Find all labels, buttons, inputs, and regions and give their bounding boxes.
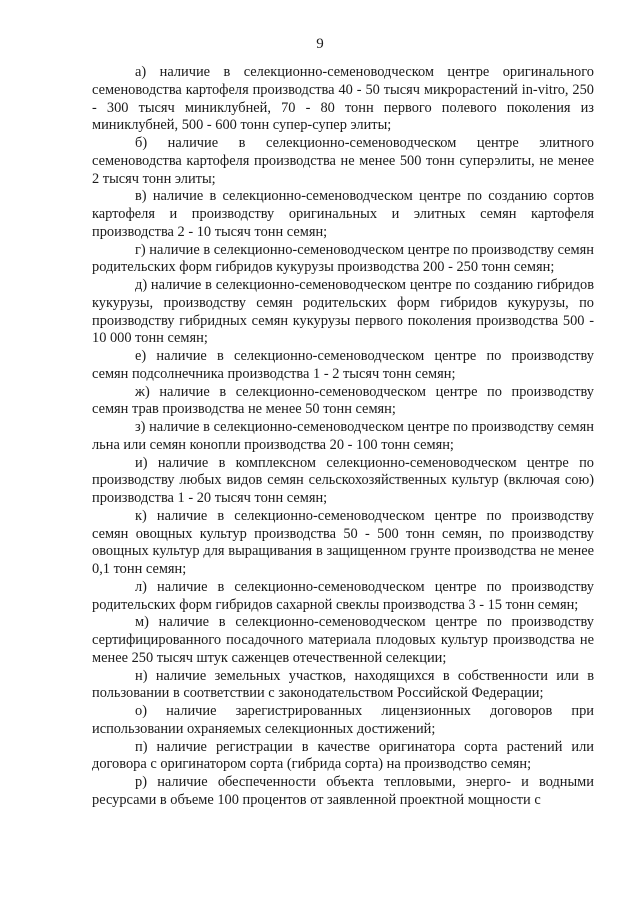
clause-b: б) наличие в селекционно-семеноводческом центре элитного семеноводства картофеля производства не менее 500 тонн суперэлиты, не менее 2 тысяч тонн элиты; (92, 135, 594, 187)
page-number: 9 (316, 36, 324, 52)
clause-n: н) наличие земельных участков, находящихся в собственности или в пользовании в соответствии с законодательством Российской Федерации; (92, 667, 594, 702)
clause-k: к) наличие в селекционно-семеноводческом центре по производству семян овощных культур производства 50 - 500 тонн семян, по производству овощных культур для выращивания в защищенном грунте производства не менее 0,1 тонн семян; (92, 507, 594, 577)
clause-g: г) наличие в селекционно-семеноводческом центре по производству семян родительских форм гибридов кукурузы производства 200 - 250 тонн семян; (92, 241, 594, 276)
clause-p: п) наличие регистрации в качестве оригинатора сорта растений или договора с оригинатором сорта (гибрида сорта) на производство семян; (92, 738, 594, 773)
clause-z: з) наличие в селекционно-семеноводческом центре по производству семян льна или семян конопли производства 20 - 100 тонн семян; (92, 419, 594, 453)
clause-zh: ж) наличие в селекционно-семеноводческом центре по производству семян трав производства не менее 50 тонн семян; (92, 383, 594, 418)
clause-o: о) наличие зарегистрированных лицензионных договоров при использовании охраняемых селекционных достижений; (92, 703, 594, 737)
clause-d: д) наличие в селекционно-семеноводческом центре по созданию гибридов кукурузы, производству семян родительских форм гибридов кукурузы, по производству гибридных семян кукурузы первого поколения производства 500 - 10 000 тонн семян; (92, 277, 594, 347)
clause-i: и) наличие в комплексном селекционно-семеноводческом центре по производству любых видов семян сельскохозяйственных культур (включая сою) производства 1 - 20 тысяч тонн семян; (92, 454, 594, 506)
clause-m: м) наличие в селекционно-семеноводческом центре по производству сертифицированного посадочного материала плодовых культур производства не менее 250 тысяч штук саженцев отечественной селекции; (92, 614, 594, 666)
clause-r: р) наличие обеспеченности объекта тепловыми, энерго- и водными ресурсами в объеме 100 процентов от заявленной проектной мощности с (92, 774, 594, 808)
clause-v: в) наличие в селекционно-семеноводческом центре по созданию сортов картофеля и производству оригинальных и элитных семян картофеля производства 2 - 10 тысяч тонн семян; (92, 188, 594, 240)
clause-l: л) наличие в селекционно-семеноводческом центре по производству родительских форм гибридов сахарной свеклы производства 3 - 15 тонн семян; (92, 578, 594, 613)
document-body (92, 64, 594, 810)
clause-a: а) наличие в селекционно-семеноводческом центре оригинального семеноводства картофеля производства 40 - 50 тысяч микрорастений in-vitro, 250 - 300 тысяч миниклубней, 70 - 80 тонн первого полевого поколения из миниклубней, 500 - 600 тонн супер-супер элиты; (92, 64, 594, 134)
clause-e: е) наличие в селекционно-семеноводческом центре по производству семян подсолнечника производства 1 - 2 тысяч тонн семян; (92, 348, 594, 382)
